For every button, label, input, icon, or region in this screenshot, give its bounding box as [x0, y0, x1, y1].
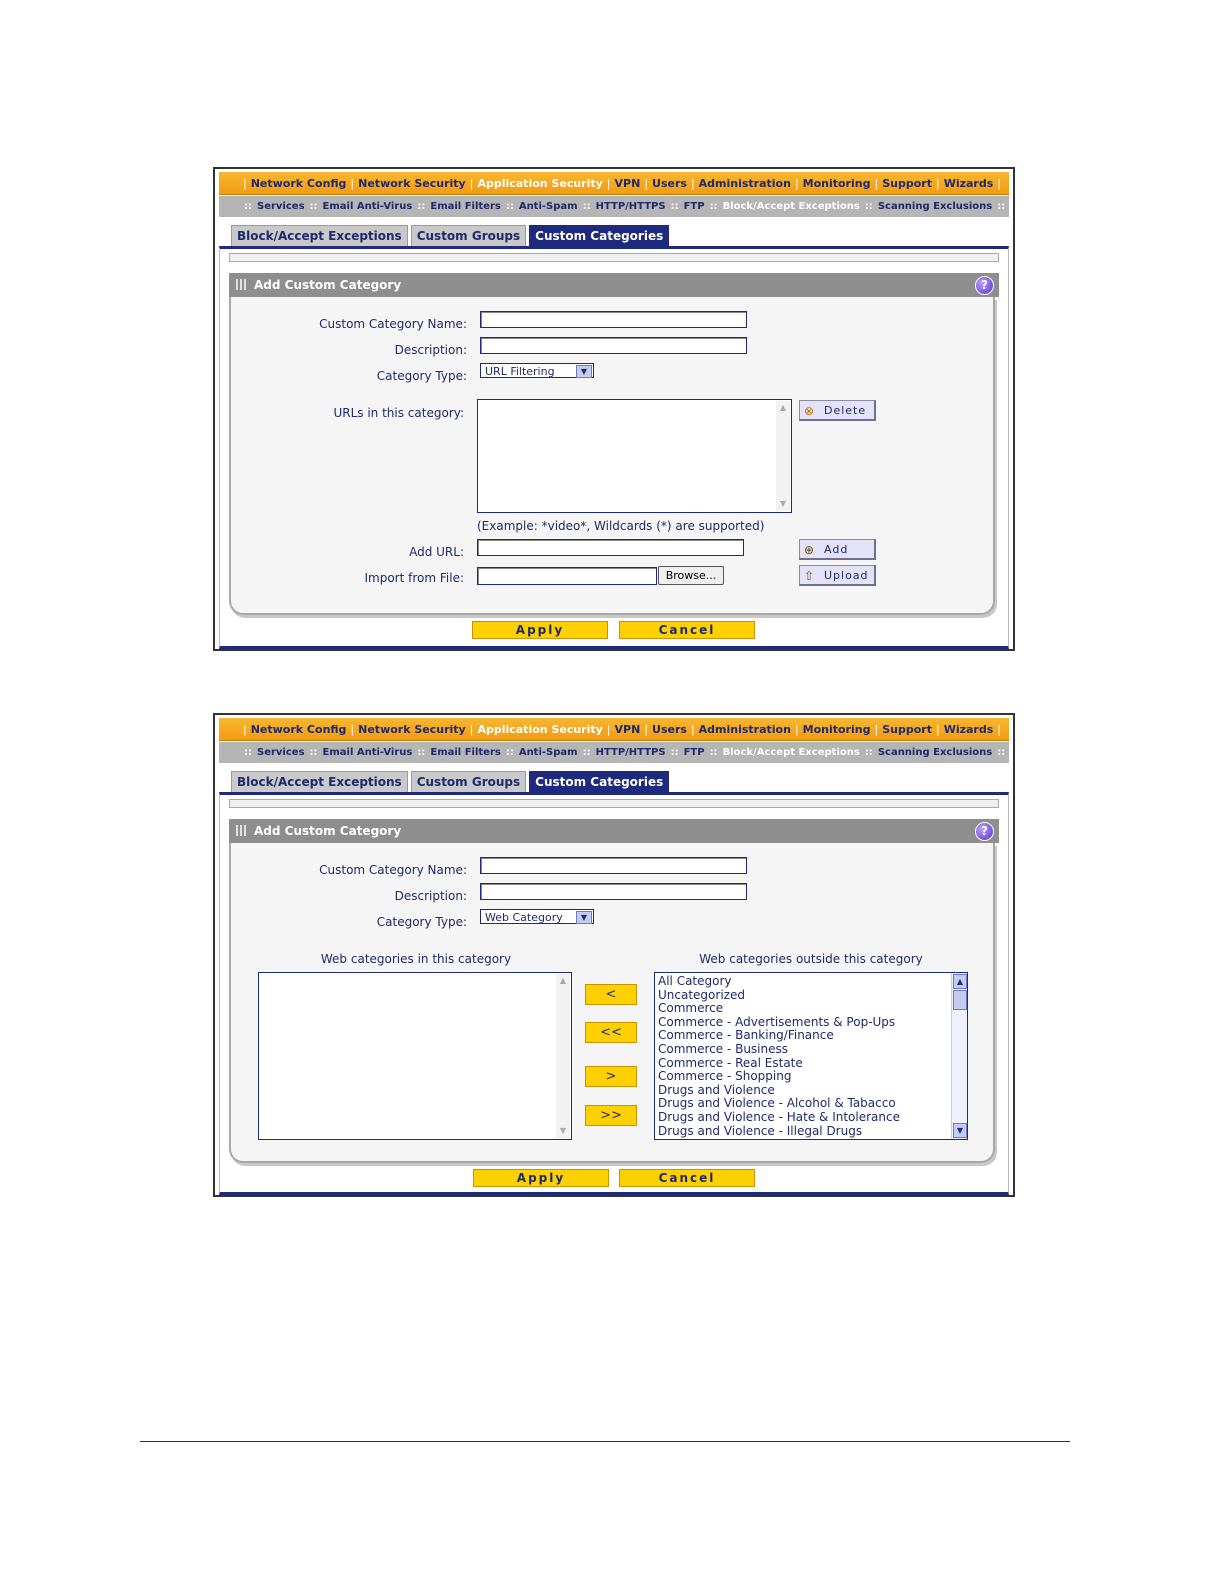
nav-separator: | — [243, 176, 247, 190]
subnav-item-scanning-exclusions[interactable]: Scanning Exclusions — [877, 747, 993, 758]
category-type-value: Web Category — [485, 911, 563, 924]
category-type-value: URL Filtering — [485, 365, 555, 378]
help-icon[interactable]: ? — [975, 276, 994, 295]
inside-list-scrollbar[interactable] — [556, 974, 570, 1138]
chevron-down-icon: ▼ — [576, 911, 592, 924]
subnav-separator: :: — [417, 747, 426, 758]
nav-separator: | — [644, 176, 649, 190]
subnav-separator: :: — [505, 201, 514, 212]
subnav-item-http-https[interactable]: HTTP/HTTPS — [595, 747, 666, 758]
nav-item-network-config[interactable]: Network Config — [250, 722, 347, 736]
subnav-item-anti-spam[interactable]: Anti-Spam — [518, 201, 578, 212]
delete-icon: ⊗ — [804, 404, 816, 418]
nav-separator: | — [469, 176, 474, 190]
subnav-separator: :: — [309, 201, 318, 212]
section-header — [229, 273, 999, 297]
category-type-label: Category Type: — [376, 369, 467, 383]
top-nav — [219, 172, 1009, 195]
outside-list-scrollbar[interactable] — [951, 973, 967, 1139]
page-footer-rule — [140, 1441, 1070, 1442]
nav-separator: | — [874, 722, 879, 736]
inside-list-label: Web categories in this category — [320, 952, 512, 966]
outside-options — [655, 975, 951, 1138]
nav-separator: | — [644, 722, 649, 736]
top-nav — [219, 718, 1009, 741]
subnav-item-services[interactable]: Services — [257, 201, 305, 212]
nav-item-monitoring[interactable]: Monitoring — [802, 176, 871, 190]
move-all-right-button[interactable]: >> — [585, 1105, 637, 1126]
nav-item-administration[interactable]: Administration — [698, 722, 791, 736]
subnav-item-services[interactable]: Services — [257, 747, 305, 758]
tab-block-accept-exceptions[interactable]: Block/Accept Exceptions — [231, 225, 408, 246]
import-file-input[interactable] — [477, 567, 657, 585]
inside-category-list[interactable] — [258, 972, 572, 1140]
upload-button[interactable]: ⇧ Upload — [799, 565, 876, 586]
nav-item-application-security[interactable]: Application Security — [477, 176, 603, 190]
section-title: Add Custom Category — [254, 278, 402, 292]
nav-item-network-config[interactable]: Network Config — [250, 176, 347, 190]
nav-item-wizards[interactable]: Wizards — [943, 176, 994, 190]
tab-bar — [231, 225, 672, 246]
subnav-separator: :: — [309, 747, 318, 758]
subnav-item-http-https[interactable]: HTTP/HTTPS — [595, 201, 666, 212]
nav-item-network-security[interactable]: Network Security — [358, 722, 466, 736]
urls-scrollbar[interactable] — [776, 401, 790, 511]
nav-separator: | — [794, 722, 799, 736]
category-name-input[interactable] — [480, 311, 747, 328]
nav-separator: | — [997, 176, 1001, 190]
nav-separator: | — [606, 176, 611, 190]
nav-separator: | — [794, 176, 799, 190]
tab-custom-categories[interactable]: Custom Categories — [529, 225, 669, 246]
tab-bar — [231, 771, 672, 792]
subnav-separator: :: — [582, 747, 591, 758]
add-url-label: Add URL: — [409, 545, 464, 559]
scroll-up-icon[interactable]: ▲ — [953, 974, 967, 989]
message-bar — [229, 253, 999, 262]
delete-button[interactable]: ⊗ Delete — [799, 400, 876, 421]
nav-item-administration[interactable]: Administration — [698, 176, 791, 190]
category-type-select[interactable] — [480, 909, 594, 924]
subnav-item-email-anti-virus[interactable]: Email Anti-Virus — [322, 201, 413, 212]
scroll-up-icon[interactable]: ▲ — [779, 403, 787, 412]
tab-custom-categories[interactable]: Custom Categories — [529, 771, 669, 792]
subnav-item-anti-spam[interactable]: Anti-Spam — [518, 747, 578, 758]
category-option[interactable]: Drugs and Violence - Illegal Drugs — [658, 1123, 863, 1138]
sub-nav — [219, 196, 1009, 217]
nav-separator: | — [997, 722, 1001, 736]
nav-item-support[interactable]: Support — [882, 176, 932, 190]
example-hint: (Example: *video*, Wildcards (*) are supported) — [477, 519, 765, 533]
subnav-separator: :: — [670, 747, 679, 758]
description-label: Description: — [394, 889, 467, 903]
message-bar — [229, 799, 999, 808]
subnav-separator: :: — [864, 201, 873, 212]
category-option[interactable]: All Category — [658, 974, 732, 988]
chevron-down-icon: ▼ — [576, 365, 592, 378]
subnav-item-block-accept-exceptions[interactable]: Block/Accept Exceptions — [722, 747, 860, 758]
subnav-separator: :: — [244, 747, 252, 758]
subnav-separator: :: — [709, 201, 718, 212]
subnav-separator: :: — [582, 201, 591, 212]
category-option[interactable]: Drugs and Violence - Hate & Intolerance — [658, 1109, 900, 1124]
nav-item-wizards[interactable]: Wizards — [943, 722, 994, 736]
nav-separator: | — [935, 722, 940, 736]
category-option[interactable]: Commerce - Advertisements & Pop-Ups — [658, 1014, 896, 1029]
subnav-separator: :: — [997, 201, 1006, 212]
category-option[interactable]: Commerce - Banking/Finance — [658, 1028, 834, 1043]
category-option[interactable]: Commerce - Business — [658, 1041, 789, 1056]
scroll-down-icon[interactable]: ▼ — [559, 1126, 567, 1135]
screenshot-web-category — [213, 713, 1015, 1197]
subnav-separator: :: — [997, 747, 1006, 758]
subnav-separator: :: — [244, 201, 252, 212]
sub-nav — [219, 742, 1009, 763]
scroll-down-icon[interactable]: ▼ — [779, 499, 787, 508]
nav-separator: | — [874, 176, 879, 190]
import-label: Import from File: — [364, 571, 464, 585]
outside-category-list[interactable] — [654, 972, 968, 1140]
subnav-item-ftp[interactable]: FTP — [683, 747, 705, 758]
tab-custom-groups[interactable]: Custom Groups — [411, 225, 526, 246]
browse-button[interactable]: Browse... — [658, 566, 724, 585]
urls-label: URLs in this category: — [333, 406, 464, 420]
category-option[interactable]: Commerce — [658, 1001, 724, 1016]
description-input[interactable] — [480, 883, 747, 900]
nav-item-vpn[interactable]: VPN — [614, 722, 641, 736]
subnav-item-ftp[interactable]: FTP — [683, 201, 705, 212]
category-name-label: Custom Category Name: — [319, 317, 467, 331]
nav-item-application-security[interactable]: Application Security — [477, 722, 603, 736]
scroll-thumb[interactable] — [953, 990, 967, 1010]
nav-item-support[interactable]: Support — [882, 722, 932, 736]
grip-icon — [236, 825, 246, 836]
screenshot-url-filtering — [213, 167, 1015, 651]
section-title: Add Custom Category — [254, 824, 402, 838]
cancel-button[interactable]: Cancel — [619, 621, 755, 639]
category-option[interactable]: Drugs and Violence - Alcohol & Tabacco — [658, 1096, 896, 1111]
category-type-select[interactable] — [480, 363, 594, 378]
add-url-input[interactable] — [477, 539, 744, 556]
apply-button[interactable]: Apply — [472, 621, 608, 639]
nav-separator: | — [690, 722, 695, 736]
nav-separator: | — [690, 176, 695, 190]
category-option[interactable]: Commerce - Shopping — [658, 1069, 792, 1084]
tab-custom-groups[interactable]: Custom Groups — [411, 771, 526, 792]
subnav-separator: :: — [864, 747, 873, 758]
nav-item-users[interactable]: Users — [652, 176, 687, 190]
subnav-item-email-anti-virus[interactable]: Email Anti-Virus — [322, 747, 413, 758]
add-icon: ⊕ — [804, 543, 816, 557]
subnav-separator: :: — [505, 747, 514, 758]
add-button[interactable]: ⊕ Add — [799, 539, 876, 560]
section-header — [229, 819, 999, 843]
urls-textarea[interactable] — [477, 399, 792, 513]
nav-item-vpn[interactable]: VPN — [614, 176, 641, 190]
subnav-separator: :: — [417, 201, 426, 212]
subnav-separator: :: — [709, 747, 718, 758]
nav-item-users[interactable]: Users — [652, 722, 687, 736]
nav-separator: | — [606, 722, 611, 736]
subnav-item-block-accept-exceptions[interactable]: Block/Accept Exceptions — [722, 201, 860, 212]
nav-separator: | — [350, 722, 355, 736]
nav-separator: | — [243, 722, 247, 736]
category-name-input[interactable] — [480, 857, 747, 874]
move-one-left-button[interactable]: < — [585, 984, 637, 1005]
description-label: Description: — [394, 343, 467, 357]
nav-separator: | — [469, 722, 474, 736]
move-one-right-button[interactable]: > — [585, 1066, 637, 1087]
scroll-up-icon[interactable]: ▲ — [559, 976, 567, 985]
subnav-separator: :: — [670, 201, 679, 212]
description-input[interactable] — [480, 337, 747, 354]
grip-icon — [236, 279, 246, 290]
nav-separator: | — [935, 176, 940, 190]
category-option[interactable]: Drugs and Violence — [658, 1082, 775, 1097]
category-option[interactable]: Commerce - Real Estate — [658, 1055, 803, 1070]
move-all-left-button[interactable]: << — [585, 1022, 637, 1043]
cancel-button[interactable]: Cancel — [619, 1169, 755, 1187]
nav-separator: | — [350, 176, 355, 190]
subnav-item-email-filters[interactable]: Email Filters — [430, 201, 501, 212]
help-icon[interactable]: ? — [975, 822, 994, 841]
tab-block-accept-exceptions[interactable]: Block/Accept Exceptions — [231, 771, 408, 792]
category-option[interactable]: Uncategorized — [658, 987, 745, 1002]
outside-list-label: Web categories outside this category — [699, 952, 923, 966]
scroll-down-icon[interactable]: ▼ — [953, 1123, 967, 1138]
category-type-label: Category Type: — [376, 915, 467, 929]
nav-item-network-security[interactable]: Network Security — [358, 176, 466, 190]
category-name-label: Custom Category Name: — [319, 863, 467, 877]
nav-item-monitoring[interactable]: Monitoring — [802, 722, 871, 736]
upload-icon: ⇧ — [804, 569, 816, 583]
subnav-item-email-filters[interactable]: Email Filters — [430, 747, 501, 758]
subnav-item-scanning-exclusions[interactable]: Scanning Exclusions — [877, 201, 993, 212]
apply-button[interactable]: Apply — [473, 1169, 609, 1187]
